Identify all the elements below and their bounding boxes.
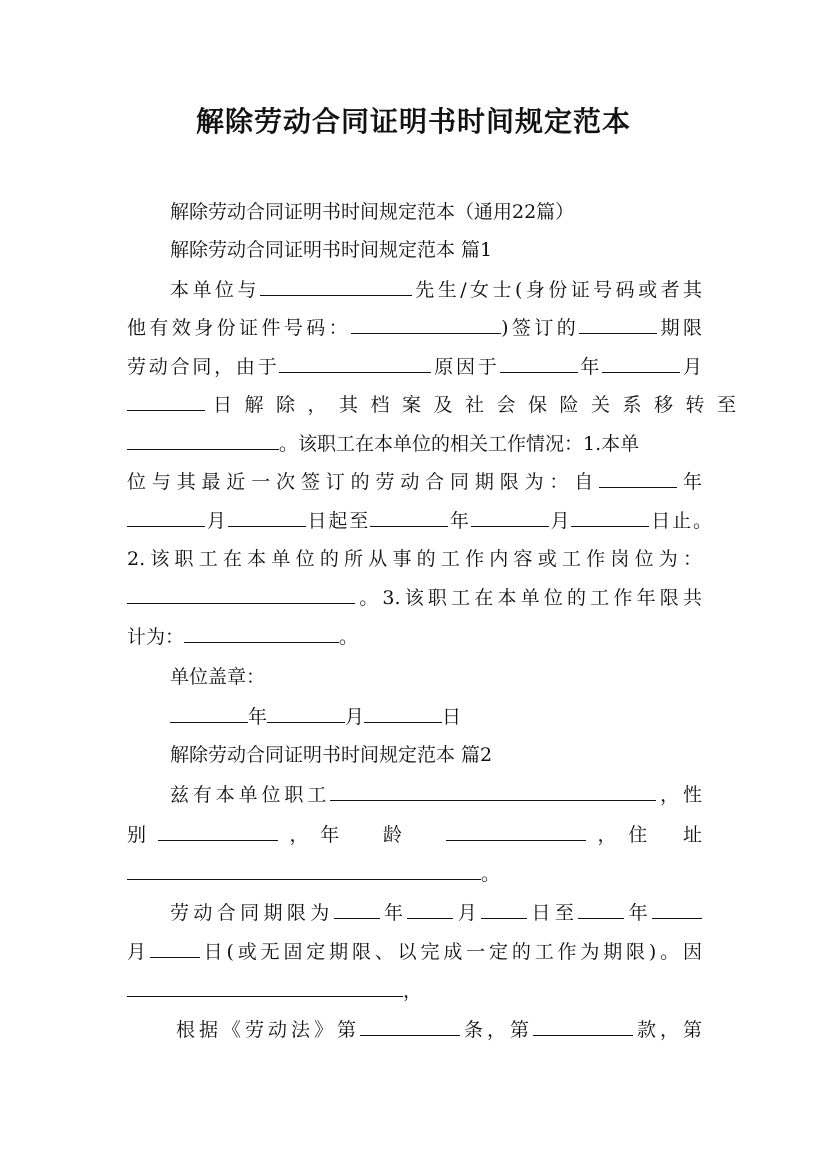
text: 年 xyxy=(448,510,471,532)
text: ，性 xyxy=(656,784,702,806)
text: 年 xyxy=(379,902,408,924)
text: 日止。 xyxy=(649,510,712,532)
blank-line xyxy=(599,469,677,488)
blank-line xyxy=(579,315,657,334)
text: 根据《劳动法》第 xyxy=(176,1019,360,1041)
text: 月 xyxy=(680,356,702,378)
text: 月 xyxy=(127,941,150,963)
p2-line-2 xyxy=(127,822,726,847)
p2-line-3 xyxy=(127,861,702,886)
blank-line xyxy=(533,1017,633,1036)
seal-label: 单位盖章： xyxy=(170,666,266,688)
text: 期限 xyxy=(657,317,702,339)
blank-line xyxy=(500,354,578,373)
text: 日 xyxy=(442,706,462,728)
blank-line xyxy=(267,704,345,723)
text: 款，第 xyxy=(632,1019,702,1041)
text: 年 xyxy=(577,356,603,378)
p1-line-2 xyxy=(127,315,702,340)
text: ， xyxy=(277,824,321,846)
text: 月 xyxy=(345,706,365,728)
blank-line xyxy=(471,508,549,527)
blank-line xyxy=(127,431,279,450)
p3-line-2 xyxy=(127,939,702,964)
text: 他有效身份证件号码： xyxy=(127,317,352,339)
blank-line xyxy=(127,978,403,997)
part1-heading: 解除劳动合同证明书时间规定范本 篇1 xyxy=(170,239,493,261)
text: 条，第 xyxy=(459,1019,533,1041)
text: ， xyxy=(585,824,629,846)
text: 先生/女士(身份证号码或者其 xyxy=(411,279,702,301)
text: 。3.该职工在本单位的工作年限共 xyxy=(355,587,702,609)
text: ， xyxy=(403,980,423,1002)
blank-line xyxy=(127,861,481,880)
p4-line-1 xyxy=(176,1017,702,1042)
text: 。 xyxy=(481,863,501,885)
document-title: 解除劳动合同证明书时间规定范本 xyxy=(195,105,631,138)
blank-line xyxy=(351,315,501,334)
text: 年 xyxy=(624,902,652,924)
text: 月 xyxy=(548,510,572,532)
blank-line xyxy=(652,900,702,919)
text: 劳动合同期限为 xyxy=(170,902,334,924)
p2-line-1 xyxy=(170,782,702,807)
text: 月 xyxy=(453,902,482,924)
blank-line xyxy=(446,822,586,841)
p3-line-3 xyxy=(127,978,702,1003)
blank-line xyxy=(602,354,680,373)
p1-line-1 xyxy=(170,277,702,302)
blank-line xyxy=(170,704,248,723)
blank-line xyxy=(279,354,431,373)
p1-line-3 xyxy=(127,354,702,379)
text: 日解除，其档案及社会保险关系移转至 xyxy=(213,394,749,416)
blank-line xyxy=(158,822,278,841)
text: 劳动合同，由于 xyxy=(127,356,280,378)
blank-line xyxy=(370,508,448,527)
text: 年 xyxy=(677,471,702,493)
text: 住址 xyxy=(628,824,726,846)
blank-line xyxy=(360,1017,460,1036)
text: 日(或无固定期限、以完成一定的工作为期限)。因 xyxy=(199,941,702,963)
subtitle: 解除劳动合同证明书时间规定范本（通用22篇） xyxy=(170,201,575,223)
blank-line xyxy=(364,704,442,723)
p1-line-5 xyxy=(127,431,702,456)
p1-line-9 xyxy=(127,585,702,610)
text: 计为： xyxy=(127,626,185,648)
text: 年 xyxy=(248,706,268,728)
blank-line xyxy=(330,782,656,801)
text: 本单位与 xyxy=(170,279,260,301)
text: 原因于 xyxy=(431,356,500,378)
text: 日至 xyxy=(527,902,579,924)
blank-line xyxy=(481,900,527,919)
date-line xyxy=(170,704,702,729)
blank-line xyxy=(184,624,339,643)
text: 兹有本单位职工 xyxy=(170,784,331,806)
text: 。该职工在本单位的相关工作情况：1.本单 xyxy=(279,433,640,455)
blank-line xyxy=(150,939,200,958)
text: 月 xyxy=(205,510,228,532)
blank-line xyxy=(407,900,453,919)
p1-line-10 xyxy=(127,624,702,649)
blank-line xyxy=(578,900,624,919)
text: 年龄 xyxy=(320,824,446,846)
p1-line-8 xyxy=(127,547,702,571)
blank-line xyxy=(127,392,205,411)
text: 位与其最近一次签订的劳动合同期限为：自 xyxy=(127,471,600,493)
blank-line xyxy=(571,508,649,527)
text: 日起至 xyxy=(305,510,371,532)
blank-line xyxy=(260,277,412,296)
part2-heading: 解除劳动合同证明书时间规定范本 篇2 xyxy=(170,744,493,766)
text: 。 xyxy=(339,626,359,648)
blank-line xyxy=(228,508,306,527)
blank-line xyxy=(127,585,355,604)
text: 2.该职工在本单位的所从事的工作内容或工作岗位为： xyxy=(127,548,702,570)
p1-line-4 xyxy=(127,392,749,417)
p3-line-1 xyxy=(170,900,702,925)
text: 别 xyxy=(127,824,158,846)
p1-line-6 xyxy=(127,469,702,494)
p1-line-7 xyxy=(127,508,712,533)
blank-line xyxy=(334,900,380,919)
text: )签订的 xyxy=(501,317,580,339)
blank-line xyxy=(127,508,205,527)
